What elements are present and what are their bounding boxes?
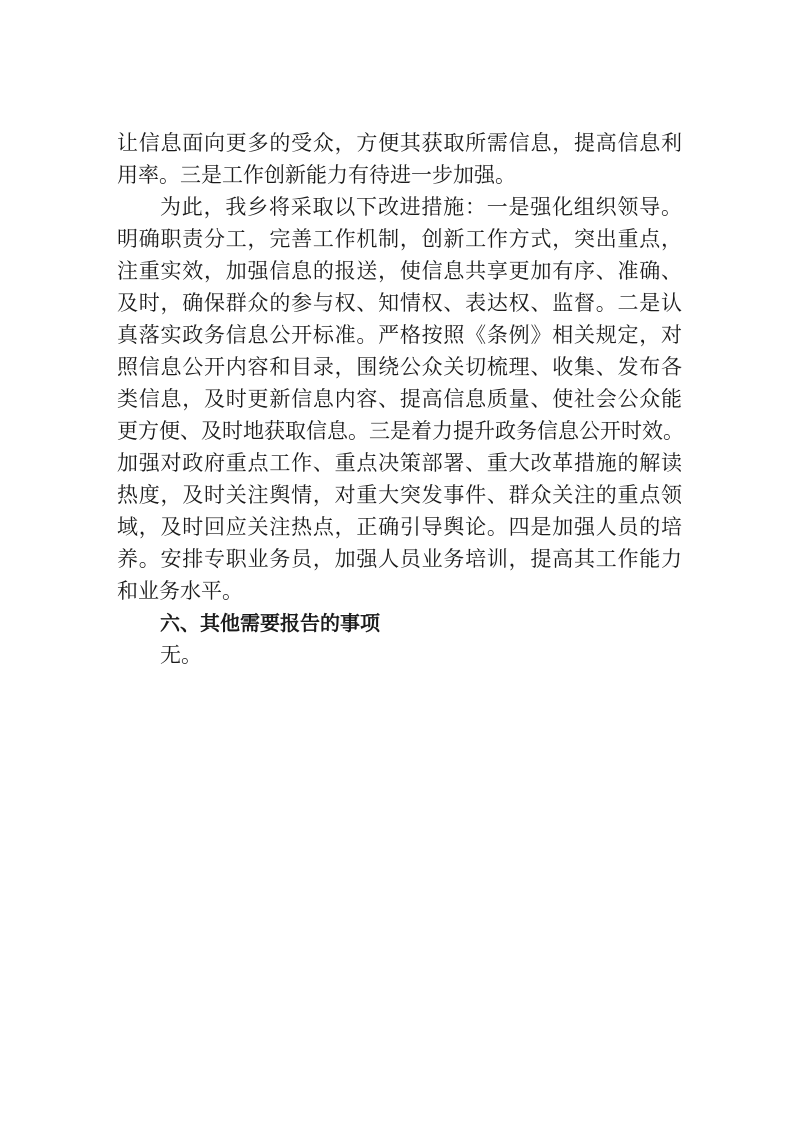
text-line: 类信息，及时更新信息内容、提高信息质量、使社会公众能 xyxy=(117,387,682,411)
paragraph-none: 无。 xyxy=(160,643,202,667)
document-body xyxy=(117,127,682,671)
paragraph-continuation xyxy=(117,127,682,191)
text-line: 加强对政府重点工作、重点决策部署、重大改革措施的解读 xyxy=(117,451,682,475)
text-line: 真落实政务信息公开标准。严格按照《条例》相关规定，对 xyxy=(117,323,682,347)
text-line: 注重实效，加强信息的报送，使信息共享更加有序、准确、 xyxy=(117,259,682,283)
text-line: 更方便、及时地获取信息。三是着力提升政务信息公开时效。 xyxy=(117,419,684,443)
text-line: 和业务水平。 xyxy=(117,579,243,603)
paragraph-improvement-measures xyxy=(117,191,682,607)
text-line: 及时，确保群众的参与权、知情权、表达权、监督。二是认 xyxy=(117,291,682,315)
text-line: 为此，我乡将采取以下改进措施：一是强化组织领导。 xyxy=(160,195,682,219)
section-heading: 六、其他需要报告的事项 xyxy=(160,611,380,635)
text-line: 热度，及时关注舆情，对重大突发事件、群众关注的重点领 xyxy=(117,483,682,507)
text-line: 照信息公开内容和目录，围绕公众关切梳理、收集、发布各 xyxy=(117,355,682,379)
text-line: 明确职责分工，完善工作机制，创新工作方式，突出重点， xyxy=(117,227,682,251)
text-line: 养。安排专职业务员，加强人员业务培训，提高其工作能力 xyxy=(117,547,682,571)
text-line: 让信息面向更多的受众，方便其获取所需信息，提高信息利 xyxy=(117,131,682,155)
text-line: 域，及时回应关注热点，正确引导舆论。四是加强人员的培 xyxy=(117,515,682,539)
text-line: 用率。三是工作创新能力有待进一步加强。 xyxy=(117,163,516,187)
